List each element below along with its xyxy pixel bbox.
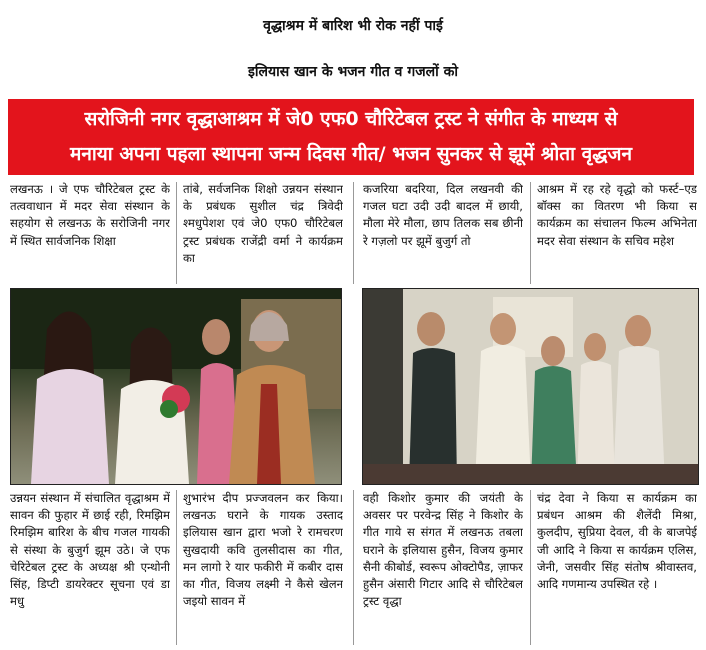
column-divider — [176, 490, 177, 645]
column-text: चंद्र देवा ने किया स कार्यक्रम का प्रबंधन आश्रम की शैलेंदी मिश्रा, कुलदीप, सुप्रिया देवल, वी के बाजपेई जी आदि ने किया स कार्यक्रम एलिस, जेनी, जसवीर सिंह संतोष श्रीवास्तव, आदि गणमान्य उपस्थित रहे । — [537, 491, 697, 592]
column-text: वही किशोर कुमार की जयंती के अवसर पर परवेन्द्र सिंह ने किशोर के गीत गाये स संगत में लखनऊ तबला घराने के इलियास हुसैन, विजय कुमार सैनी कीबोर्ड, स्वरूप ओक्टोपैड, ज़ाफर हुसैन अंसारी गिटार आदि से चौरिटेबल ट्रस्ट वृद्धा — [363, 491, 523, 609]
subheadline-banner — [8, 99, 694, 175]
article-column-1-bottom — [10, 490, 170, 646]
article-column-2-bottom — [183, 490, 343, 646]
photo-women-group-illustration — [11, 289, 341, 484]
column-text: उन्नयन संस्थान में संचालित वृद्धाश्रम में सावन की फुहार में छाई रही, रिमझिम रिमझिम बारिश के बीच गजल गायकी से संस्था के बुजुर्ग झूम उठे। जे एफ चेरिटेबल ट्रस्ट के अध्यक्ष श्री एन्थोनी सिंह, डिप्टी डायरेक्टर सूचना एवं डा मधु — [10, 491, 170, 609]
column-divider — [530, 490, 531, 645]
column-divider — [353, 490, 354, 645]
article-column-4-top — [537, 181, 697, 285]
article-column-3-top — [363, 181, 523, 285]
article-column-4-bottom — [537, 490, 697, 646]
column-text: तांबे, सर्वजनिक शिक्षो उन्नयन संस्थान के प्रबंधक सुशील चंद्र त्रिवेदी श्मधुपेशश एवं जे0 एफ0 चौरिटेबल ट्रस्ट प्रबंधक राजेंद्री वर्मा ने कार्यक्रम का — [183, 182, 343, 265]
column-divider — [530, 182, 531, 284]
headline-line-2: इलियास खान के भजन गीत व गजलों को — [248, 64, 458, 80]
column-text: लखनऊ । जे एफ चौरिटेबल ट्रस्ट के तत्ववाधान में मदर सेवा संस्थान के सहयोग से लखनऊ के सरोजिनी नगर में स्थित सार्वजनिक शिक्षा — [10, 182, 170, 248]
column-text: कजरिया बदरिया, दिल लखनवी की गजल घटा उदी उदी बादल में छायी, मौला मेरे मौला, छाप तिलक सब छीनी रे गज़लो पर झूमें बुजुर्ग तो — [363, 182, 523, 248]
column-text: आश्रम में रह रहे वृद्धो को फर्स्ट–एड बॉक्स का वितरण भी किया स कार्यक्रम का संचालन फिल्म अभिनेता मदर सेवा संस्थान के सचिव महेश — [537, 182, 697, 248]
subheadline-line-1: सरोजिनी नगर वृद्धाआश्रम में जे0 एफ0 चौरिटेबल ट्रस्ट ने संगीत के माध्यम से — [84, 108, 618, 130]
photo-women-group — [10, 288, 342, 485]
column-divider — [176, 182, 177, 284]
column-text: शुभारंभ दीप प्रज्जवलन कर किया। लखनऊ घराने के गायक उस्ताद इलियास खान द्वारा भजो रे रामचरण सुखदायी कवि तुलसीदास का गीत, मन लागो रे यार फकीरी में कबीर दास का गीत, विजय लक्ष्मी ने कैसे खेलन जइयो सावन में — [183, 491, 343, 609]
article-column-2-top — [183, 181, 343, 285]
article-column-1-top — [10, 181, 170, 285]
photo-award-ceremony-illustration — [363, 289, 698, 484]
article-column-3-bottom — [363, 490, 523, 646]
photo-award-ceremony — [362, 288, 699, 485]
headline-line-1: वृद्धाश्रम में बारिश भी रोक नहीं पाई — [263, 18, 443, 34]
subheadline-line-2: मनाया अपना पहला स्थापना जन्म दिवस गीत/ भजन सुनकर से झूमें श्रोता वृद्धजन — [69, 143, 633, 165]
column-divider — [353, 182, 354, 284]
